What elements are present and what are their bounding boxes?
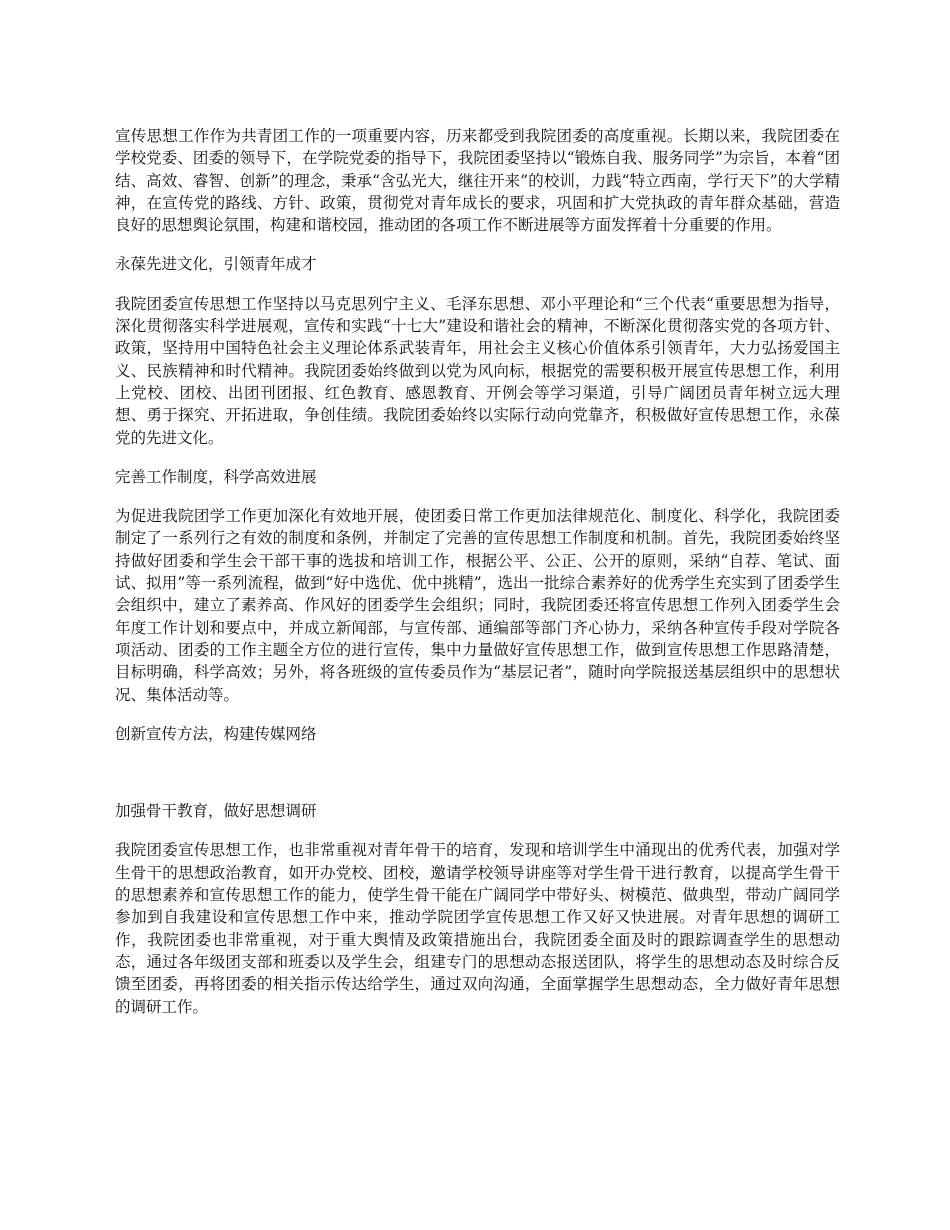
intro-paragraph: 宣传思想工作作为共青团工作的一项重要内容，历来都受到我院团委的高度重视。长期以来，我院团委在学校党委、团委的领导下，在学院党委的指导下，我院团委坚持以“锻炼自我、服务同学”为宗旨，本着“团结、高效、睿智、创新”的理念，秉承“含弘光大，继往开来”的校训，力践“特立西南，学行天下”的大学精神，在宣传党的路线、方针、政策，贯彻党对青年成长的要求，巩固和扩大党执政的青年群众基础，营造良好的思想舆论氛围，构建和谐校园，推动团的各项工作不断进展等方面发挥着十分重要的作用。: [115, 127, 840, 235]
section-body-education: 我院团委宣传思想工作，也非常重视对青年骨干的培育，发现和培训学生中涌现出的优秀代表，加强对学生骨干的思想政治教育，如开办党校、团校，邀请学校领导讲座等对学生骨干进行教育，以提高学生骨干的思想素养和宣传思想工作的能力，使学生骨干能在广阔同学中带好头、树模范、做典型，带动广阔同学参加到自我建设和宣传思想工作中来，推动学院团学宣传思想工作又好又快进展。对青年思想的调研工作，我院团委也非常重视，对于重大舆情及政策措施出台，我院团委全面及时的跟踪调查学生的思想动态，通过各年级团支部和班委以及学生会，组建专门的思想动态报送团队，将学生的思想动态及时综合反馈至团委，再将团委的相关指示传达给学生，通过双向沟通，全面掌握学生思想动态，全力做好青年思想的调研工作。: [115, 841, 840, 1016]
section-heading-media: 创新宣传方法，构建传媒网络: [115, 724, 317, 743]
section-heading-system: 完善工作制度，科学高效进展: [115, 467, 317, 486]
section-heading-culture: 永葆先进文化，引领青年成才: [115, 255, 317, 274]
document-page: [115, 125, 840, 1035]
empty-section-gap: [115, 762, 840, 800]
section-heading-education: 加强骨干教育，做好思想调研: [115, 802, 317, 821]
section-body-culture: 我院团委宣传思想工作坚持以马克思列宁主义、毛泽东思想、邓小平理论和“三个代表“重要思想为指导，深化贯彻落实科学进展观，宣传和实践“十七大”建设和谐社会的精神，不断深化贯彻落实党的各项方针、政策，坚持用中国特色社会主义理论体系武装青年，用社会主义核心价值体系引领青年，大力弘扬爱国主义、民族精神和时代精神。我院团委始终做到以党为风向标，根据党的需要积极开展宣传思想工作，利用上党校、团校、出团刊团报、红色教育、感恩教育、开例会等学习渠道，引导广阔团员青年树立远大理想、勇于探究、开拓进取，争创佳绩。我院团委始终以实际行动向党靠齐，积极做好宣传思想工作，永葆党的先进文化。: [115, 294, 840, 447]
section-body-system: 为促进我院团学工作更加深化有效地开展，使团委日常工作更加法律规范化、制度化、科学化，我院团委制定了一系列行之有效的制度和条例，并制定了完善的宣传思想工作制度和机制。首先，我院团委始终坚持做好团委和学生会干部干事的选拔和培训工作，根据公平、公正、公开的原则，采纳“自荐、笔试、面试、拟用”等一系列流程，做到“好中选优、优中挑精”，选出一批综合素养好的优秀学生充实到了团委学生会组织中，建立了素养高、作风好的团委学生会组织；同时，我院团委还将宣传思想工作列入团委学生会年度工作计划和要点中，并成立新闻部，与宣传部、通编部等部门齐心协力，采纳各种宣传手段对学院各项活动、团委的工作主题全方位的进行宣传，集中力量做好宣传思想工作，做到宣传思想工作思路清楚，目标明确，科学高效；另外，将各班级的宣传委员作为“基层记者”，随时向学院报送基层组织中的思想状况、集体活动等。: [115, 507, 840, 704]
